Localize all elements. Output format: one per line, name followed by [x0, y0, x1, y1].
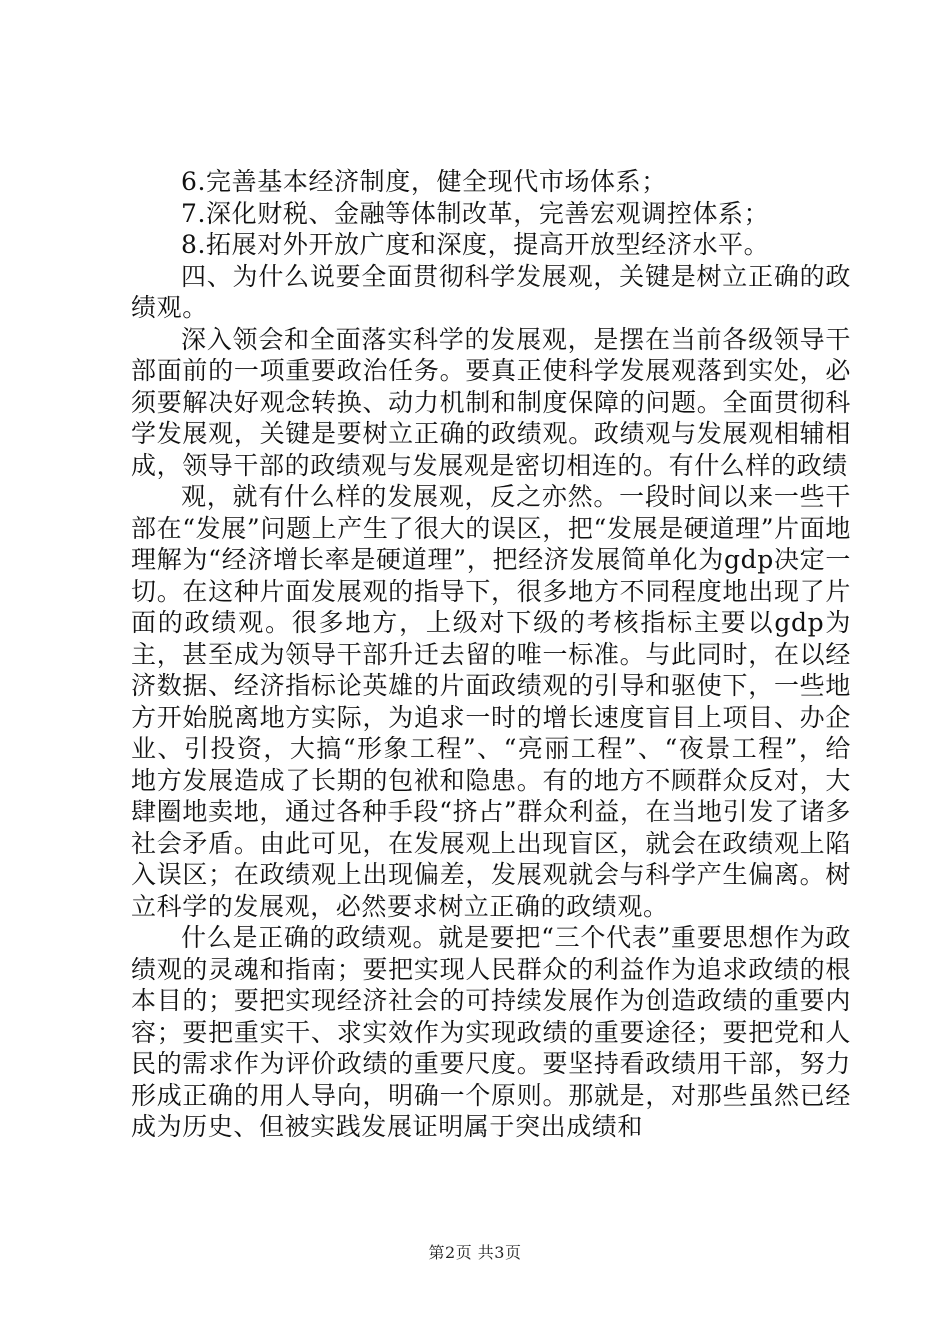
- list-item-7: 7.深化财税、金融等体制改革，完善宏观调控体系；: [181, 198, 770, 228]
- paragraph-3: 什么是正确的政绩观。就是要把“三个代表”重要思想作为政绩观的灵魂和指南；要把实现人民群众的利益作为追求政绩的根本目的；要把实现经济社会的可持续发展作为创造政绩的重要内容；要把重实干、求实效作为实现政绩的重要途径；要把党和人民的需求作为评价政绩的重要尺度。要坚持看政绩用干部，努力形成正确的用人导向，明确一个原则。那就是，对那些虽然已经成为历史、但被实践发展证明属于突出成绩和: [131, 923, 851, 1141]
- list-item-8: 8.拓展对外开放广度和深度，提高开放型经济水平。: [181, 230, 770, 259]
- page-number-footer: 第2页 共3页: [428, 1243, 522, 1262]
- paragraph-1: 深入领会和全面落实科学的发展观，是摆在当前各级领导干部面前的一项重要政治任务。要真正使科学发展观落到实处，必须要解决好观念转换、动力机制和制度保障的问题。全面贯彻科学发展观，关键是要树立正确的政绩观。政绩观与发展观相辅相成，领导干部的政绩观与发展观是密切相连的。有什么样的政绩: [131, 324, 851, 480]
- paragraph-2: 观，就有什么样的发展观，反之亦然。一段时间以来一些干部在“发展”问题上产生了很大的误区，把“发展是硬道理”片面地理解为“经济增长率是硬道理”，把经济发展简单化为gdp决定一切。在这种片面发展观的指导下，很多地方不同程度地出现了片面的政绩观。很多地方，上级对下级的考核指标主要以gdp为主，甚至成为领导干部升迁去留的唯一标准。与此同时，在以经济数据、经济指标论英雄的片面政绩观的引导和驱使下，一些地方开始脱离地方实际，为追求一时的增长速度盲目上项目、办企业、引投资，大搞“形象工程”、“亮丽工程”、“夜景工程”，给地方发展造成了长期的包袱和隐患。有的地方不顾群众反对，大肆圈地卖地，通过各种手段“挤占”群众利益，在当地引发了诸多社会矛盾。由此可见，在发展观上出现盲区，就会在政绩观上陷入误区；在政绩观上出现偏差，发展观就会与科学产生偏离。树立科学的发展观，必然要求树立正确的政绩观。: [131, 482, 851, 921]
- section-heading-4: 四、为什么说要全面贯彻科学发展观，关键是树立正确的政绩观。: [131, 261, 851, 322]
- list-item-6: 6.完善基本经济制度，健全现代市场体系；: [181, 167, 667, 196]
- body-text: [131, 166, 851, 1143]
